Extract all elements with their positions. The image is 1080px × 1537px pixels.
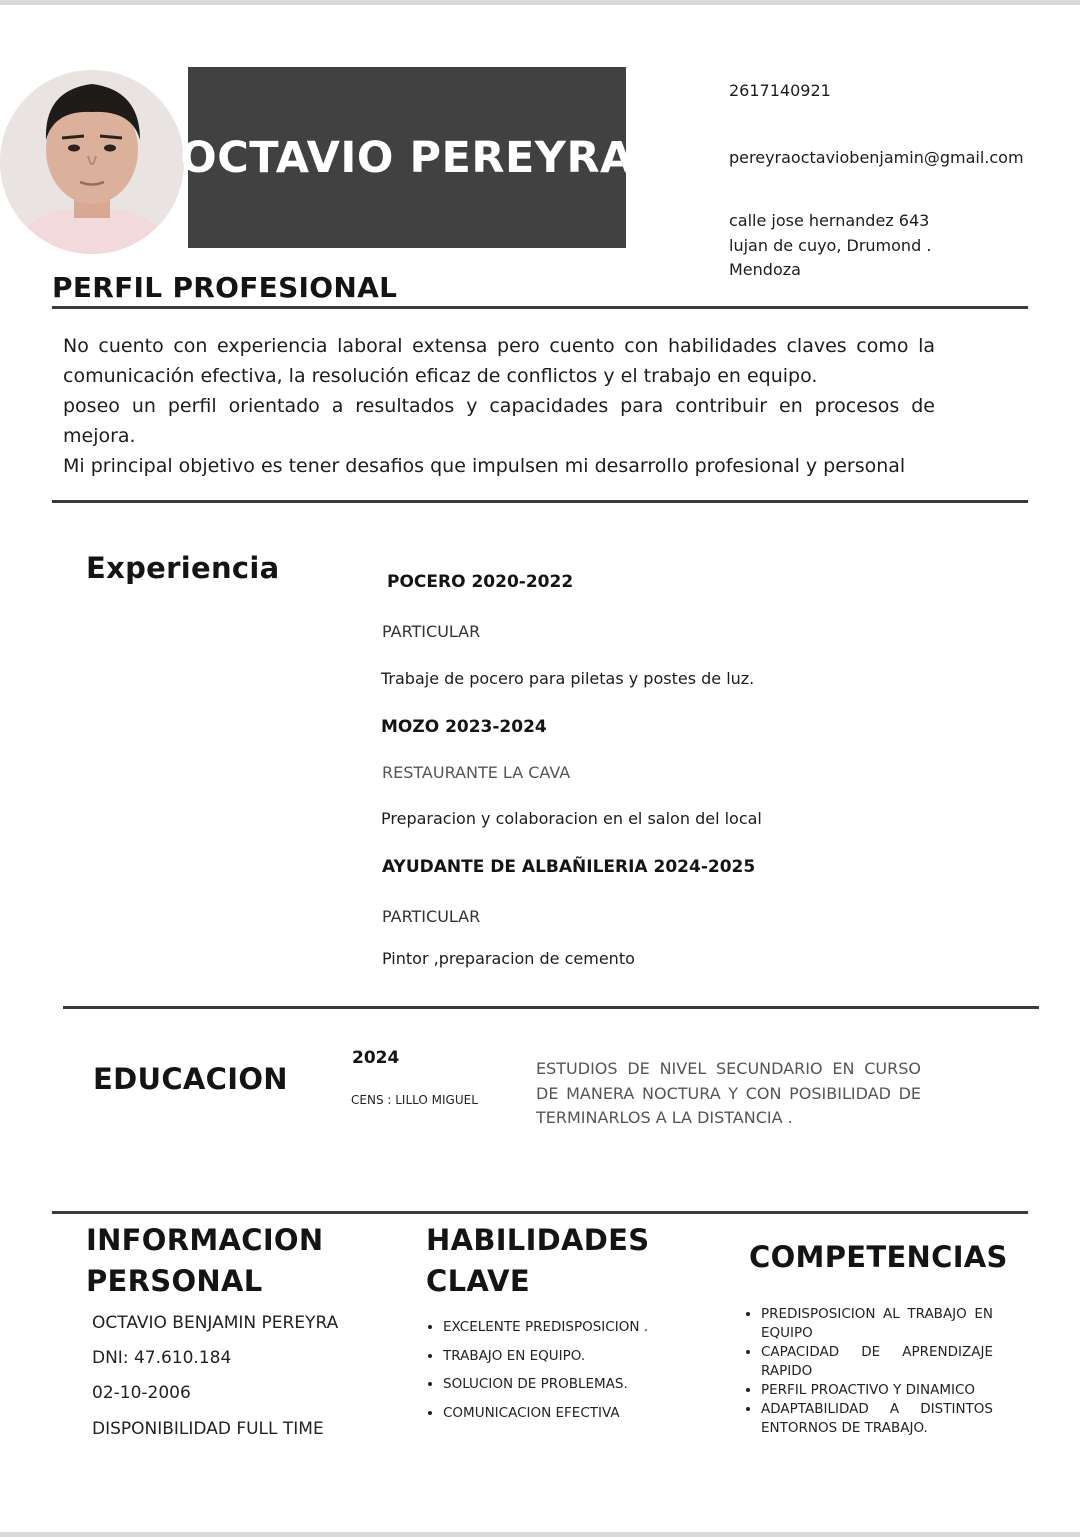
- full-name: OCTAVIO PEREYRA: [180, 132, 634, 183]
- address-line-3: Mendoza: [729, 260, 801, 279]
- education-school: CENS : LILLO MIGUEL: [351, 1093, 478, 1107]
- job-desc-1: Trabaje de pocero para piletas y postes de luz.: [381, 669, 755, 688]
- personal-full-name: OCTAVIO BENJAMIN PEREYRA: [92, 1313, 339, 1333]
- profile-heading: PERFIL PROFESIONAL: [52, 271, 398, 304]
- skills-heading-line-1: HABILIDADES: [426, 1223, 650, 1257]
- competency-item: • PREDISPOSICION AL TRABAJO EN EQUIPO: [761, 1305, 993, 1343]
- competency-item: • CAPACIDAD DE APRENDIZAJE RAPIDO: [761, 1343, 993, 1381]
- skill-item: • EXCELENTE PREDISPOSICION .: [443, 1318, 686, 1337]
- competency-item: • PERFIL PROACTIVO Y DINAMICO: [761, 1381, 993, 1400]
- personal-info-heading-line-2: PERSONAL: [86, 1264, 263, 1298]
- skills-list: [426, 1318, 686, 1432]
- personal-info-heading: [86, 1220, 323, 1302]
- experience-heading: Experiencia: [86, 551, 280, 585]
- email-address: pereyraoctaviobenjamin@gmail.com: [729, 148, 1024, 167]
- divider: [52, 306, 1028, 309]
- profile-photo: [0, 70, 184, 254]
- skill-item: • TRABAJO EN EQUIPO.: [443, 1347, 686, 1366]
- top-border: [0, 0, 1080, 5]
- job-title-3: AYUDANTE DE ALBAÑILERIA 2024-2025: [382, 857, 756, 877]
- name-banner: [180, 67, 634, 248]
- divider: [63, 1006, 1039, 1009]
- job-place-2: RESTAURANTE LA CAVA: [382, 763, 571, 782]
- bottom-border: [0, 1532, 1080, 1537]
- divider: [52, 1211, 1028, 1214]
- job-desc-3: Pintor ,preparacion de cemento: [382, 949, 635, 968]
- profile-line-2: poseo un perfil orientado a resultados y capacidades para contribuir en procesos de mejora.: [63, 395, 935, 447]
- education-heading: EDUCACION: [93, 1062, 288, 1096]
- personal-dni: DNI: 47.610.184: [92, 1348, 232, 1368]
- competencies-list: [744, 1305, 993, 1438]
- address-line-1: calle jose hernandez 643: [729, 211, 930, 230]
- divider: [52, 500, 1028, 503]
- profile-line-3: Mi principal objetivo es tener desafios que impulsen mi desarrollo profesional y personal: [63, 455, 906, 477]
- personal-availability: DISPONIBILIDAD FULL TIME: [92, 1419, 324, 1439]
- competency-item: • ADAPTABILIDAD A DISTINTOS ENTORNOS DE TRABAJO.: [761, 1400, 993, 1438]
- competencies-heading: COMPETENCIAS: [749, 1240, 1008, 1274]
- skills-heading-line-2: CLAVE: [426, 1264, 530, 1298]
- education-description: ESTUDIOS DE NIVEL SECUNDARIO EN CURSO DE MANERA NOCTURA Y CON POSIBILIDAD DE TERMINARLOS A LA DISTANCIA .: [536, 1059, 921, 1127]
- job-title-1: POCERO 2020-2022: [387, 572, 574, 592]
- skill-item: • COMUNICACION EFECTIVA: [443, 1404, 686, 1423]
- job-place-1: PARTICULAR: [382, 622, 481, 641]
- personal-info-heading-line-1: INFORMACION: [86, 1223, 324, 1257]
- skill-item: • SOLUCION DE PROBLEMAS.: [443, 1375, 686, 1394]
- skills-heading: [426, 1220, 649, 1302]
- profile-summary: [63, 331, 935, 481]
- job-place-3: PARTICULAR: [382, 907, 481, 926]
- job-title-2: MOZO 2023-2024: [381, 717, 547, 737]
- personal-info-list: [92, 1313, 392, 1443]
- person-photo-icon: [0, 70, 184, 254]
- profile-line-1: No cuento con experiencia laboral extensa pero cuento con habilidades claves como la comunicación efectiva, la resolución eficaz de conflictos y el trabajo en equipo.: [63, 335, 935, 387]
- education-year: 2024: [352, 1048, 400, 1068]
- job-desc-2: Preparacion y colaboracion en el salon del local: [381, 809, 762, 828]
- phone-number: 2617140921: [729, 81, 831, 100]
- personal-birthdate: 02-10-2006: [92, 1383, 191, 1403]
- address-line-2: lujan de cuyo, Drumond .: [729, 236, 932, 255]
